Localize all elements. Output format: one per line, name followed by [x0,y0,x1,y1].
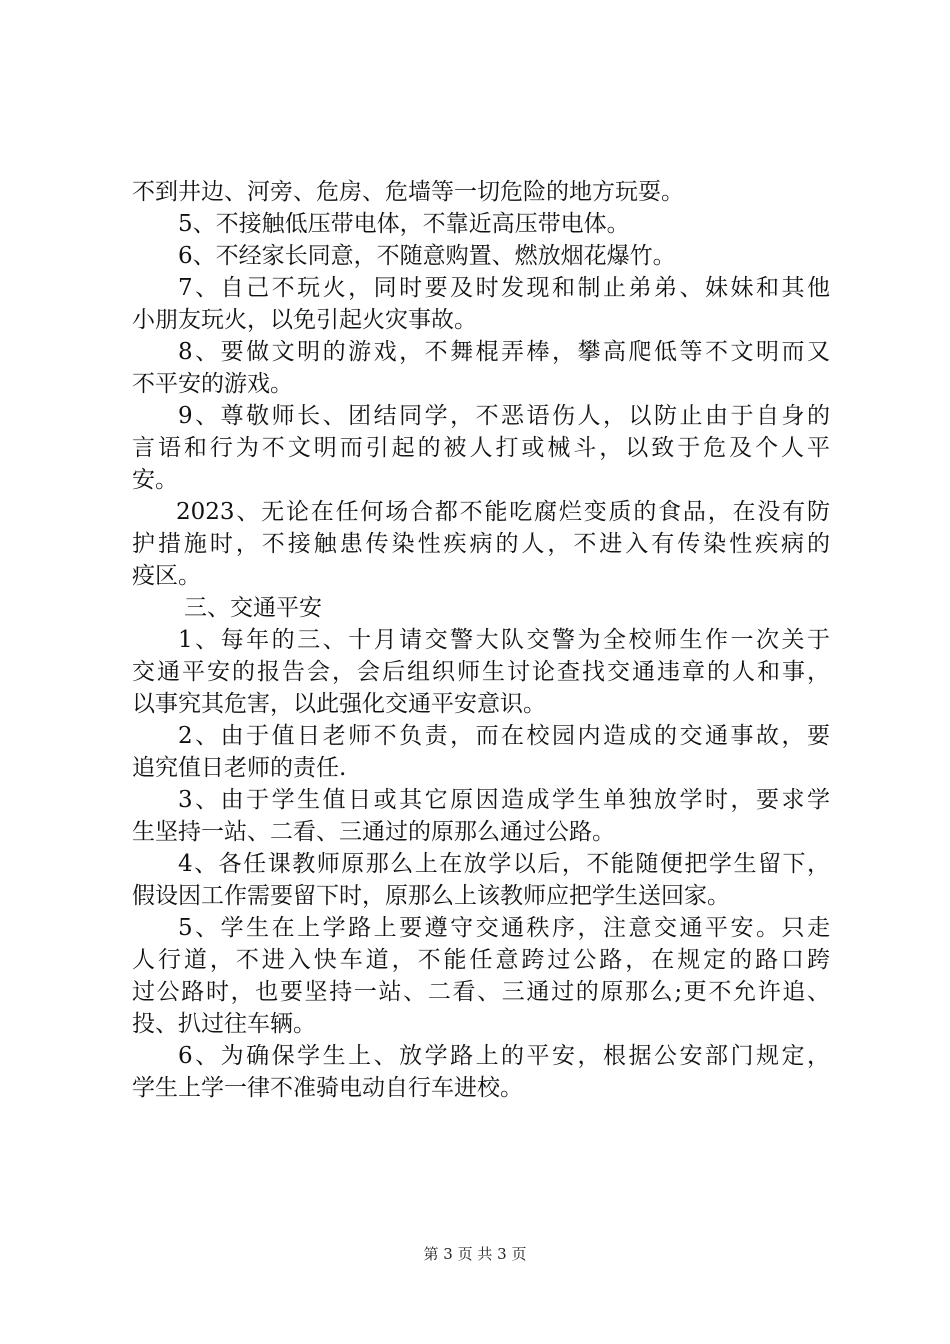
text-line: 小朋友玩火，以免引起火灾事故。 [132,307,477,333]
text-line: 6、为确保学生上、放学路上的平安，根据公安部门规定， [178,1043,830,1069]
text-line: 不到井边、河旁、危房、危墙等一切危险的地方玩耍。 [132,179,684,205]
text-line: 安。 [132,467,178,493]
text-line: 学生上学一律不准骑电动自行车进校。 [132,1075,523,1101]
text-line: 7、自己不玩火，同时要及时发现和制止弟弟、妹妹和其他 [178,275,830,301]
text-line: 疫区。 [132,563,201,589]
text-line: 6、不经家长同意，不随意购置、燃放烟花爆竹。 [178,243,676,269]
text-line: 4、各任课教师原那么上在放学以后，不能随便把学生留下， [178,851,830,877]
text-line: 人行道，不进入快车道，不能任意跨过公路，在规定的路口跨 [132,947,830,973]
text-line: 以事究其危害，以此强化交通平安意识。 [132,691,546,717]
text-line: 假设因工作需要留下时，原那么上该教师应把学生送回家。 [132,883,730,909]
section-heading: 三、交通平安 [184,595,322,621]
text-line: 2、由于值日老师不负责，而在校园内造成的交通事故，要 [178,723,830,749]
text-line: 不平安的游戏。 [132,371,293,397]
text-line: 2023、无论在任何场合都不能吃腐烂变质的食品，在没有防 [176,499,830,525]
text-line: 3、由于学生值日或其它原因造成学生单独放学时，要求学 [178,787,830,813]
text-line: 过公路时，也要坚持一站、二看、三通过的原那么;更不允许追、 [132,979,830,1005]
text-line: 追究值日老师的责任. [132,755,347,781]
text-line: 言语和行为不文明而引起的被人打或械斗，以致于危及个人平 [132,435,830,461]
text-line: 投、扒过往车辆。 [132,1011,316,1037]
text-line: 5、学生在上学路上要遵守交通秩序，注意交通平安。只走 [178,915,830,941]
text-line: 8、要做文明的游戏，不舞棍弄棒，攀高爬低等不文明而又 [178,339,830,365]
text-line: 5、不接触低压带电体，不靠近高压带电体。 [178,211,630,237]
page-footer: 第 3 页 共 3 页 [423,1245,527,1263]
text-line: 9、尊敬师长、团结同学，不恶语伤人，以防止由于自身的 [178,403,830,429]
text-line: 护措施时，不接触患传染性疾病的人，不进入有传染性疾病的 [132,531,830,557]
text-line: 生坚持一站、二看、三通过的原那么通过公路。 [132,819,615,845]
document-body [132,176,830,1104]
text-line: 交通平安的报告会，会后组织师生讨论查找交通违章的人和事， [132,659,830,685]
text-line: 1、每年的三、十月请交警大队交警为全校师生作一次关于 [178,627,830,653]
